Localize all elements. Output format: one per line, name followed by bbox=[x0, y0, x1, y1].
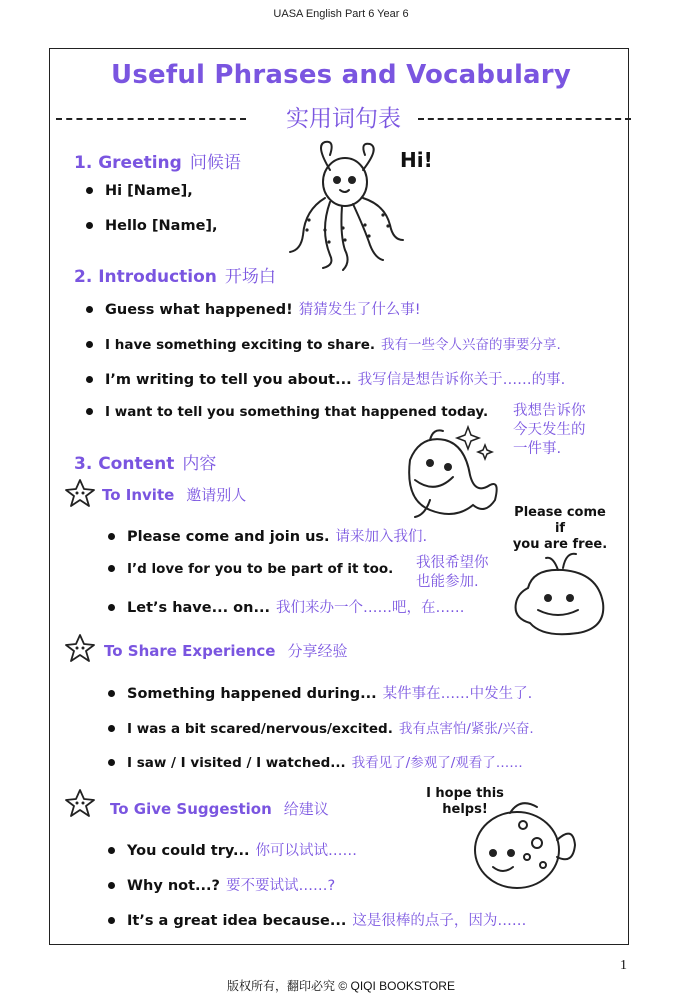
bullet-icon bbox=[86, 376, 93, 383]
item-text: Something happened during... bbox=[127, 686, 377, 702]
item-translation: 我们来办一个……吧，在…… bbox=[275, 600, 465, 616]
item-translation: 你可以试试…… bbox=[255, 843, 358, 859]
octopus-illustration bbox=[285, 140, 410, 275]
item-translation: 我有一些令人兴奋的事要分享. bbox=[380, 337, 561, 353]
shark-illustration bbox=[395, 425, 505, 525]
item-text: I saw / I visited / I watched... bbox=[127, 755, 346, 771]
introduction-heading-zh: 开场白 bbox=[224, 267, 276, 287]
bullet-icon bbox=[108, 759, 115, 766]
bullet-icon bbox=[108, 565, 115, 572]
bullet-icon bbox=[86, 341, 93, 348]
item-text: It’s a great idea because... bbox=[127, 913, 347, 929]
dashed-divider-right bbox=[418, 118, 631, 120]
item-translation: 请来加入我们. bbox=[335, 529, 428, 545]
item-translation: 我很希望你 也能参加. bbox=[416, 555, 489, 590]
invite-heading-zh: 邀请别人 bbox=[186, 486, 247, 504]
greeting-heading-text: 1. Greeting bbox=[74, 153, 182, 173]
item-text: Why not...? bbox=[127, 878, 220, 894]
item-translation: 我看见了/参观了/观看了…… bbox=[351, 755, 523, 771]
bullet-icon bbox=[86, 222, 93, 229]
page-subtitle: 实用词句表 bbox=[286, 106, 401, 132]
item-translation: 这是很棒的点子，因为…… bbox=[352, 913, 527, 929]
item-text: Please come and join us. bbox=[127, 529, 330, 545]
whale-illustration bbox=[508, 548, 618, 640]
item-text: Guess what happened! bbox=[105, 302, 293, 318]
subtitle-row bbox=[56, 100, 631, 134]
page-number: 1 bbox=[620, 958, 627, 973]
suggest-heading-zh: 给建议 bbox=[283, 800, 329, 818]
bullet-icon bbox=[86, 408, 93, 415]
content-heading-zh: 内容 bbox=[182, 454, 217, 474]
document-header: UASA English Part 6 Year 6 bbox=[273, 8, 409, 20]
share-heading-text: To Share Experience bbox=[104, 642, 276, 660]
section-heading-content bbox=[74, 449, 216, 474]
sub-heading-share-experience bbox=[104, 640, 347, 661]
suggest-heading-text: To Give Suggestion bbox=[110, 800, 272, 818]
fish-bubble: I hope this helps! bbox=[426, 786, 504, 817]
sub-heading-invite bbox=[102, 484, 246, 505]
starfish-icon bbox=[64, 633, 96, 663]
footer-copyright: 版权所有，翻印必究 © QIQI BOOKSTORE bbox=[227, 979, 455, 993]
starfish-icon bbox=[64, 478, 96, 508]
list-item bbox=[108, 596, 464, 617]
item-text: Let’s have... on... bbox=[127, 600, 270, 616]
list-item bbox=[108, 561, 393, 577]
invite-heading-text: To Invite bbox=[102, 486, 175, 504]
bullet-icon bbox=[108, 533, 115, 540]
item-text: Hello [Name], bbox=[105, 218, 218, 234]
section-heading-greeting bbox=[74, 148, 241, 173]
section-heading-introduction bbox=[74, 262, 276, 287]
bullet-icon bbox=[108, 847, 115, 854]
introduction-heading-text: 2. Introduction bbox=[74, 267, 217, 287]
item-translation: 我写信是想告诉你关于……的事. bbox=[357, 372, 566, 388]
share-heading-zh: 分享经验 bbox=[287, 642, 348, 660]
bullet-icon bbox=[86, 187, 93, 194]
list-item bbox=[86, 404, 488, 420]
bullet-icon bbox=[86, 306, 93, 313]
list-item bbox=[108, 909, 526, 930]
list-item bbox=[108, 682, 532, 703]
list-item bbox=[108, 717, 534, 737]
item-translation: 某件事在……中发生了. bbox=[382, 686, 533, 702]
item-text: You could try... bbox=[127, 843, 250, 859]
list-item bbox=[86, 368, 565, 389]
item-text: I was a bit scared/nervous/excited. bbox=[127, 721, 393, 737]
bullet-icon bbox=[108, 882, 115, 889]
octopus-bubble: Hi! bbox=[400, 148, 433, 172]
list-item bbox=[86, 218, 218, 234]
list-item bbox=[108, 751, 523, 771]
list-item bbox=[86, 183, 193, 199]
item-translation: 猜猜发生了什么事! bbox=[298, 302, 421, 318]
greeting-heading-zh: 问候语 bbox=[189, 153, 241, 173]
page-title: Useful Phrases and Vocabulary bbox=[111, 60, 571, 90]
item-text: I have something exciting to share. bbox=[105, 337, 375, 353]
item-text: Hi [Name], bbox=[105, 183, 193, 199]
list-item bbox=[108, 525, 427, 546]
list-item bbox=[86, 333, 561, 353]
item-translation: 我想告诉你 今天发生的 一件事. bbox=[513, 403, 586, 457]
item-text: I want to tell you something that happened today. bbox=[105, 404, 489, 420]
list-item bbox=[86, 298, 421, 319]
item-text: I’d love for you to be part of it too. bbox=[127, 561, 394, 577]
item-translation: 我有点害怕/紧张/兴奋. bbox=[398, 721, 534, 737]
bullet-icon bbox=[108, 690, 115, 697]
fish-illustration bbox=[465, 795, 577, 895]
item-translation: 要不要试试……? bbox=[225, 878, 336, 894]
list-item bbox=[108, 839, 357, 860]
content-heading-text: 3. Content bbox=[74, 454, 175, 474]
bullet-icon bbox=[108, 604, 115, 611]
whale-bubble: Please come if you are free. bbox=[512, 505, 608, 552]
list-item bbox=[108, 874, 335, 895]
bullet-icon bbox=[108, 917, 115, 924]
bullet-icon bbox=[108, 725, 115, 732]
starfish-icon bbox=[64, 788, 96, 818]
item-text: I’m writing to tell you about... bbox=[105, 372, 352, 388]
sub-heading-give-suggestion bbox=[110, 798, 329, 819]
